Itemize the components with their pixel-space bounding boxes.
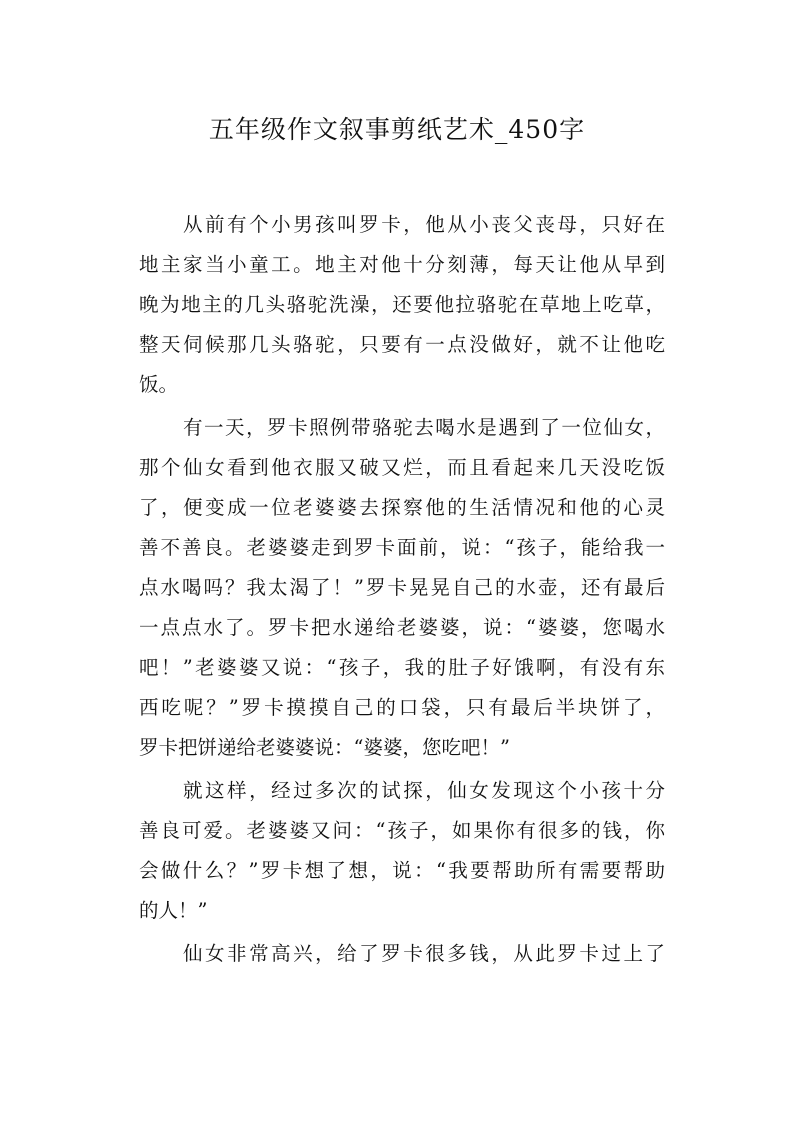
paragraph-2-line-4: 善不善良。老婆婆走到罗卡面前，说：“孩子，能给我一 (139, 536, 665, 559)
paragraph-2-line-8: 西吃呢？”罗卡摸摸自己的口袋，只有最后半块饼了， (139, 696, 665, 719)
paragraph-1-line-3: 晚为地主的几头骆驼洗澡，还要他拉骆驼在草地上吃草， (139, 293, 665, 316)
paragraph-2-line-6: 一点点水了。罗卡把水递给老婆婆，说：“婆婆，您喝水 (139, 616, 665, 639)
paragraph-3-line-2: 善良可爱。老婆婆又问：“孩子，如果你有很多的钱，你 (139, 819, 665, 842)
paragraph-1-line-1: 从前有个小男孩叫罗卡，他从小丧父丧母，只好在 (183, 213, 665, 236)
document-body (139, 205, 665, 974)
paragraph-3-line-4: 的人！” (139, 899, 208, 922)
paragraph-2-line-5: 点水喝吗？我太渴了！”罗卡晃晃自己的水壶，还有最后 (139, 576, 665, 599)
paragraph-3-line-1: 就这样，经过多次的试探，仙女发现这个小孩十分 (183, 779, 665, 802)
paragraph-1-line-4: 整天伺候那几头骆驼，只要有一点没做好，就不让他吃 (139, 333, 665, 356)
paragraph-1-line-2: 地主家当小童工。地主对他十分刻薄，每天让他从早到 (139, 253, 665, 276)
paragraph-2-line-2: 那个仙女看到他衣服又破又烂，而且看起来几天没吃饭 (139, 456, 665, 479)
paragraph-1-line-5: 饭。 (139, 373, 179, 396)
document-title: 五年级作文叙事剪纸艺术_450字 (208, 115, 586, 144)
paragraph-3-line-3: 会做什么？”罗卡想了想，说：“我要帮助所有需要帮助 (139, 859, 665, 882)
paragraph-2-line-7: 吧！”老婆婆又说：“孩子，我的肚子好饿啊，有没有东 (139, 656, 665, 679)
paragraph-2-line-9: 罗卡把饼递给老婆婆说：“婆婆，您吃吧！” (139, 736, 510, 759)
paragraph-2-line-3: 了，便变成一位老婆婆去探察他的生活情况和他的心灵 (139, 496, 665, 519)
paragraph-2-line-1: 有一天，罗卡照例带骆驼去喝水是遇到了一位仙女， (183, 416, 665, 439)
paragraph-4-line-1: 仙女非常高兴，给了罗卡很多钱，从此罗卡过上了 (183, 942, 665, 965)
